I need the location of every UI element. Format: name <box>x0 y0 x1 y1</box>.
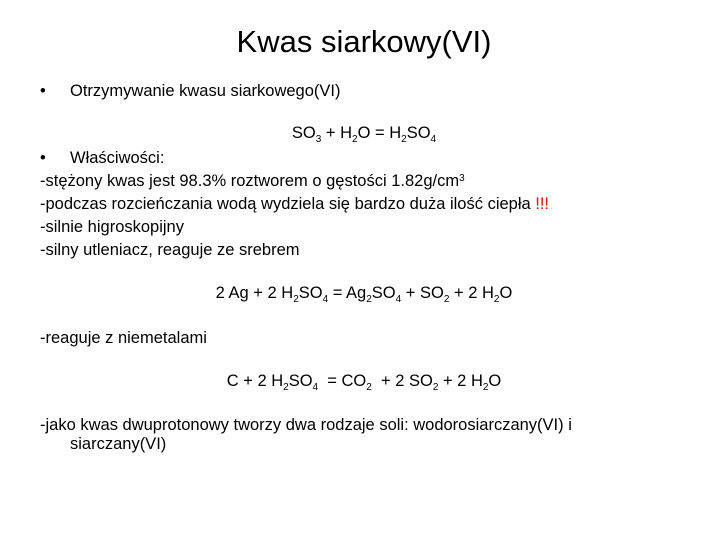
bullet-icon: • <box>40 82 46 100</box>
equation-carbon: C + 2 $H_2SO_4 = CO_2 + 2$ $SO_2 + 2$ $H_2O$ <box>226 372 502 393</box>
emphasis-marks: !!! <box>535 195 550 213</box>
bullet-item-wlasciwosci <box>40 147 164 169</box>
bullet-text: Otrzymywanie kwasu siarkowego(VI) <box>70 82 341 100</box>
property-oxidizer: -silny utleniacz, reaguje ze srebrem <box>40 241 300 259</box>
slide-title: Kwas siarkowy(VI) <box>236 24 492 59</box>
equation-silver: 2 Ag + 2 $H_2SO_4 = Ag_2SO_4 + SO_2 + 2$ $H_2O$ <box>215 284 513 305</box>
property-concentration: -stężony kwas jest 98.3% roztworem o gęstości $1.82g/cm^3$ <box>40 172 465 190</box>
bullet-item-otrzymywanie <box>40 80 341 102</box>
property-nonmetals: -reaguje z niemetalami <box>40 329 207 347</box>
property-hygroscopic: -silnie higroskopijny <box>40 218 184 236</box>
bullet-text: Właściwości: <box>70 149 165 167</box>
property-salts-line1: -jako kwas dwuprotonowy tworzy dwa rodzaje soli: wodorosiarczany(VI) i <box>40 416 572 434</box>
bullet-icon: • <box>40 149 46 167</box>
property-dilution-heat: -podczas rozcieńczania wodą wydziela się bardzo duża ilość ciepła !!! <box>40 195 550 213</box>
equation-so3-water: $SO_3 + H_2O = H_2SO_4$ <box>291 124 437 145</box>
property-salts-line2: siarczany(VI) <box>70 435 167 453</box>
